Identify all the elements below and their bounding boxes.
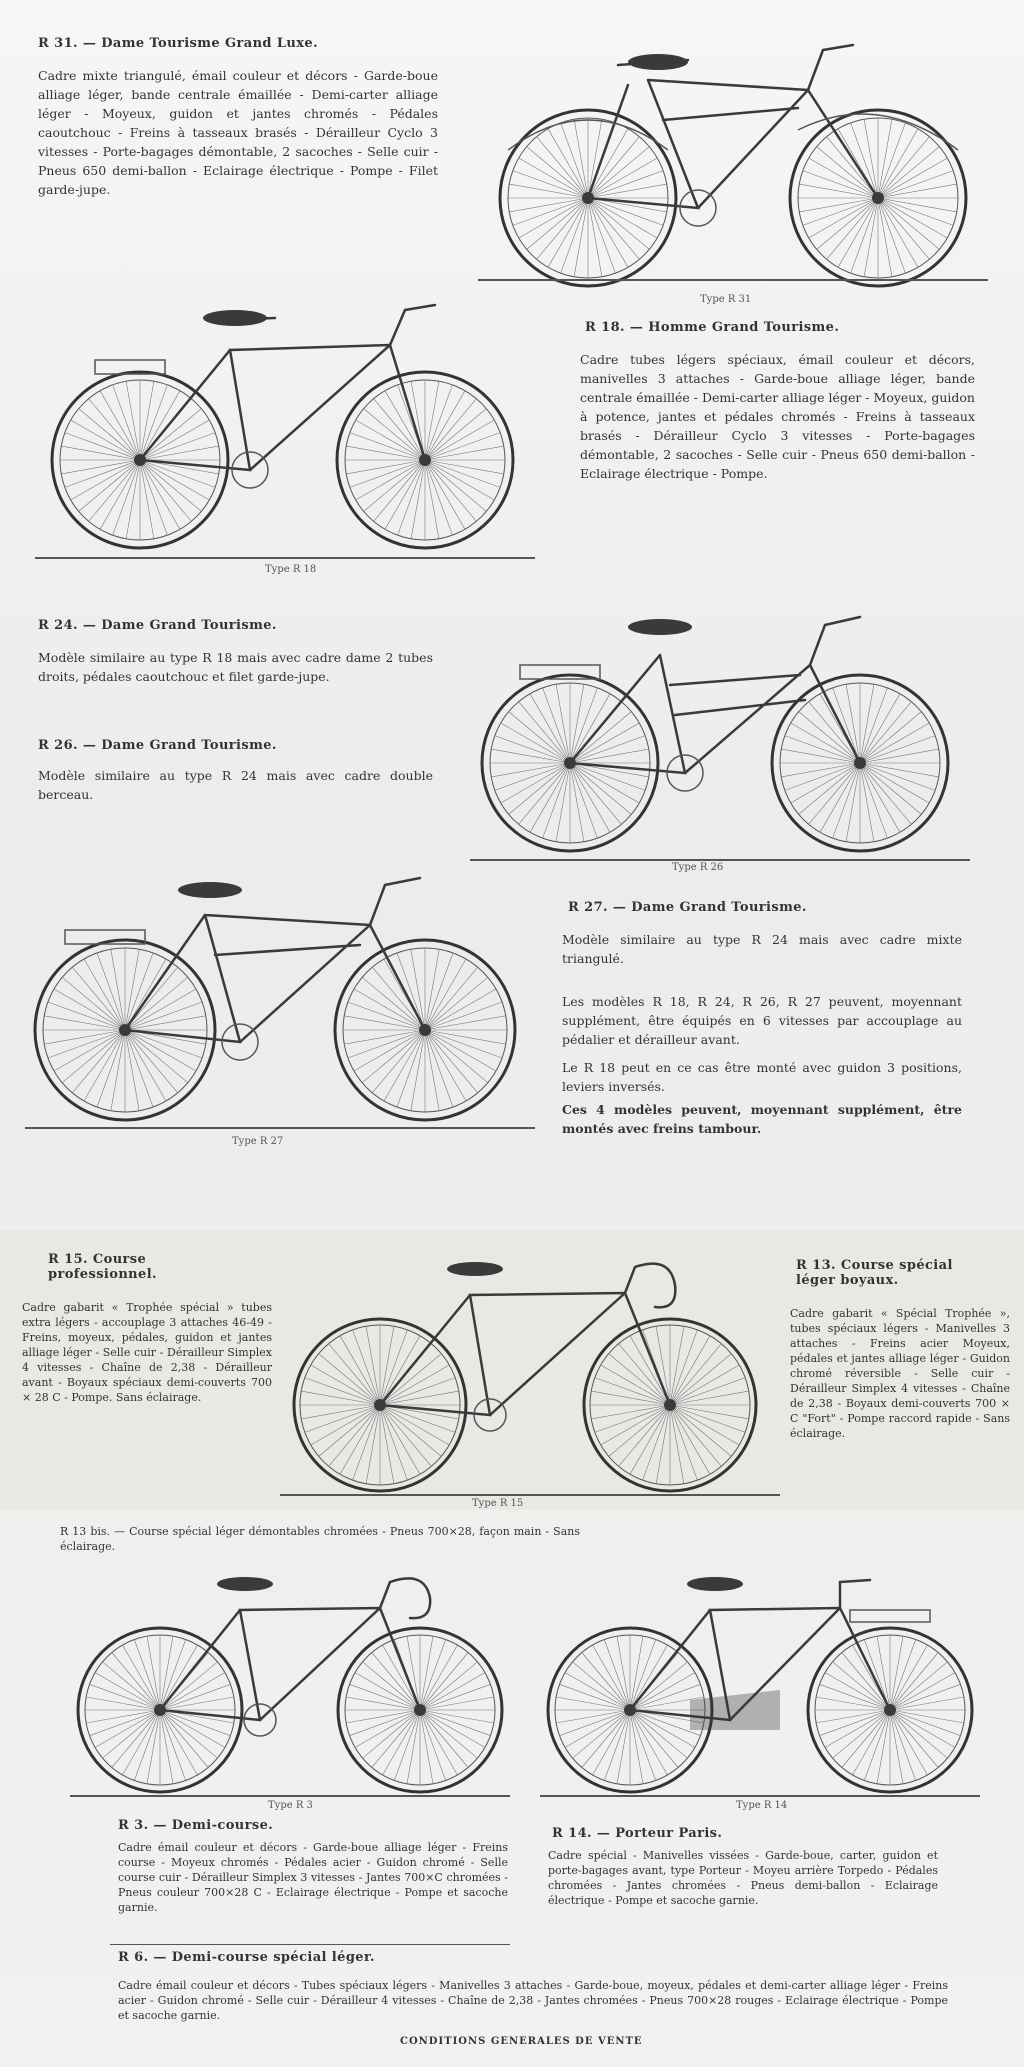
r27-description: Modèle similaire au type R 24 mais avec cadre mixte triangulé. [562, 932, 962, 966]
bicycle-r27-icon [25, 870, 535, 1140]
r15-title: R 15. Course professionnel. [48, 1252, 157, 1282]
r14-title: R 14. — Porteur Paris. [552, 1826, 723, 1841]
r15-caption: Type R 15 [472, 1498, 524, 1509]
note-drum-brakes: Ces 4 modèles peuvent, moyennant supplément, être montés avec freins tambour. [562, 1102, 962, 1136]
footer-title: CONDITIONS GENERALES DE VENTE [400, 2036, 643, 2047]
bicycle-r31-icon [478, 30, 988, 290]
bicycle-r3-icon [70, 1570, 510, 1800]
r27-title: R 27. — Dame Grand Tourisme. [568, 900, 807, 915]
note-six-speed: Les modèles R 18, R 24, R 26, R 27 peuvent, moyennant supplément, être équipés en 6 vitesses par accouplage au pédalier et dérailleur avant. [562, 994, 962, 1047]
r31-title: R 31. — Dame Tourisme Grand Luxe. [38, 36, 318, 51]
r13-title: R 13. Course spécial léger boyaux. [796, 1258, 953, 1288]
r3-description: Cadre émail couleur et décors - Garde-boue alliage léger - Freins course - Moyeux chromés - Pédales acier - Guidon chromé - Selle course cuir - Dérailleur Simplex 3 vitesses - Jantes 700×C chromées - Pneus couleur 700×28 C - Eclairage électrique - Pompe et sacoche garnie. [118, 1841, 508, 1914]
r18-description: Cadre tubes légers spéciaux, émail couleur et décors, manivelles 3 attaches - Garde-boue alliage léger, bande centrale émaillée - Demi-carter alliage léger - Moyeux, guidon à potence, jantes et pédales chromés - Freins à tasseaux brasés - Dérailleur Cyclo 3 vitesses - Porte-bagages démontable, 2 sacoches - Selle cuir - Pneus 650 demi-ballon - Eclairage électrique - Pompe. [580, 352, 975, 481]
r15-description: Cadre gabarit « Trophée spécial » tubes extra légers - accouplage 3 attaches 46-49 - Freins, moyeux, pédales, guidon et jantes alliage léger - Selle cuir - Dérailleur Simplex 4 vitesses - Chaîne de 2,38 - Dérailleur avant - Boyaux spéciaux demi-couverts 700 × 28 C - Pompe. Sans éclairage. [22, 1301, 272, 1404]
r6-title: R 6. — Demi-course spécial léger. [118, 1950, 375, 1965]
bicycle-r26-icon [470, 605, 970, 865]
r24-title: R 24. — Dame Grand Tourisme. [38, 618, 277, 633]
r3-caption: Type R 3 [268, 1800, 313, 1811]
r26-description: Modèle similaire au type R 24 mais avec cadre double berceau. [38, 768, 433, 802]
r26-title: R 26. — Dame Grand Tourisme. [38, 738, 277, 753]
r6-description: Cadre émail couleur et décors - Tubes spéciaux légers - Manivelles 3 attaches - Garde-boue, moyeux, pédales et demi-carter alliage léger - Freins acier - Guidon chromé - Selle cuir - Dérailleur 4 vitesses - Chaîne de 2,38 - Jantes chromées - Pneus 700×28 rouges - Eclairage électrique - Pompe et sacoche garnie. [118, 1979, 948, 2022]
r24-description: Modèle similaire au type R 18 mais avec cadre dame 2 tubes droits, pédales caoutchouc et filet garde-jupe. [38, 650, 433, 684]
r27-caption: Type R 27 [232, 1136, 284, 1147]
r14-description: Cadre spécial - Manivelles vissées - Garde-boue, carter, guidon et porte-bagages avant, type Porteur - Moyeu arrière Torpedo - Pédales chromées - Jantes chromées - Pneus demi-ballon - Eclairage électrique - Pompe et sacoche garnie. [548, 1849, 938, 1907]
r3-title: R 3. — Demi-course. [118, 1818, 274, 1833]
r13-description: Cadre gabarit « Spécial Trophée », tubes spéciaux légers - Manivelles 3 attaches - Freins acier Moyeux, pédales et jantes alliage léger - Guidon chromé réversible - Selle cuir - Dérailleur Simplex 4 vitesses - Chaîne de 2,38 - Boyaux demi-couverts 700 × C "Fort" - Pompe raccord rapide - Sans éclairage. [790, 1307, 1010, 1440]
r14-caption: Type R 14 [736, 1800, 788, 1811]
bicycle-r18-icon [35, 300, 535, 560]
note-r18-handlebar: Le R 18 peut en ce cas être monté avec guidon 3 positions, leviers inversés. [562, 1060, 962, 1094]
r26-caption: Type R 26 [672, 862, 724, 873]
bicycle-r15-icon [280, 1255, 780, 1505]
r18-title: R 18. — Homme Grand Tourisme. [585, 320, 840, 335]
bicycle-r14-icon [540, 1570, 980, 1800]
r31-caption: Type R 31 [700, 294, 752, 305]
r31-description: Cadre mixte triangulé, émail couleur et décors - Garde-boue alliage léger, bande centrale émaillée - Demi-carter alliage léger - Moyeux, guidon et jantes chromés - Pédales caoutchouc - Freins à tasseaux brasés - Dérailleur Cyclo 3 vitesses - Porte-bagages démontable, 2 sacoches - Selle cuir - Pneus 650 demi-ballon - Eclairage électrique - Pompe - Filet garde-jupe. [38, 68, 438, 197]
r13bis-description: R 13 bis. — Course spécial léger démontables chromées - Pneus 700×28, façon main - Sans éclairage. [60, 1525, 580, 1553]
r18-caption: Type R 18 [265, 564, 317, 575]
divider-line [110, 1944, 510, 1945]
